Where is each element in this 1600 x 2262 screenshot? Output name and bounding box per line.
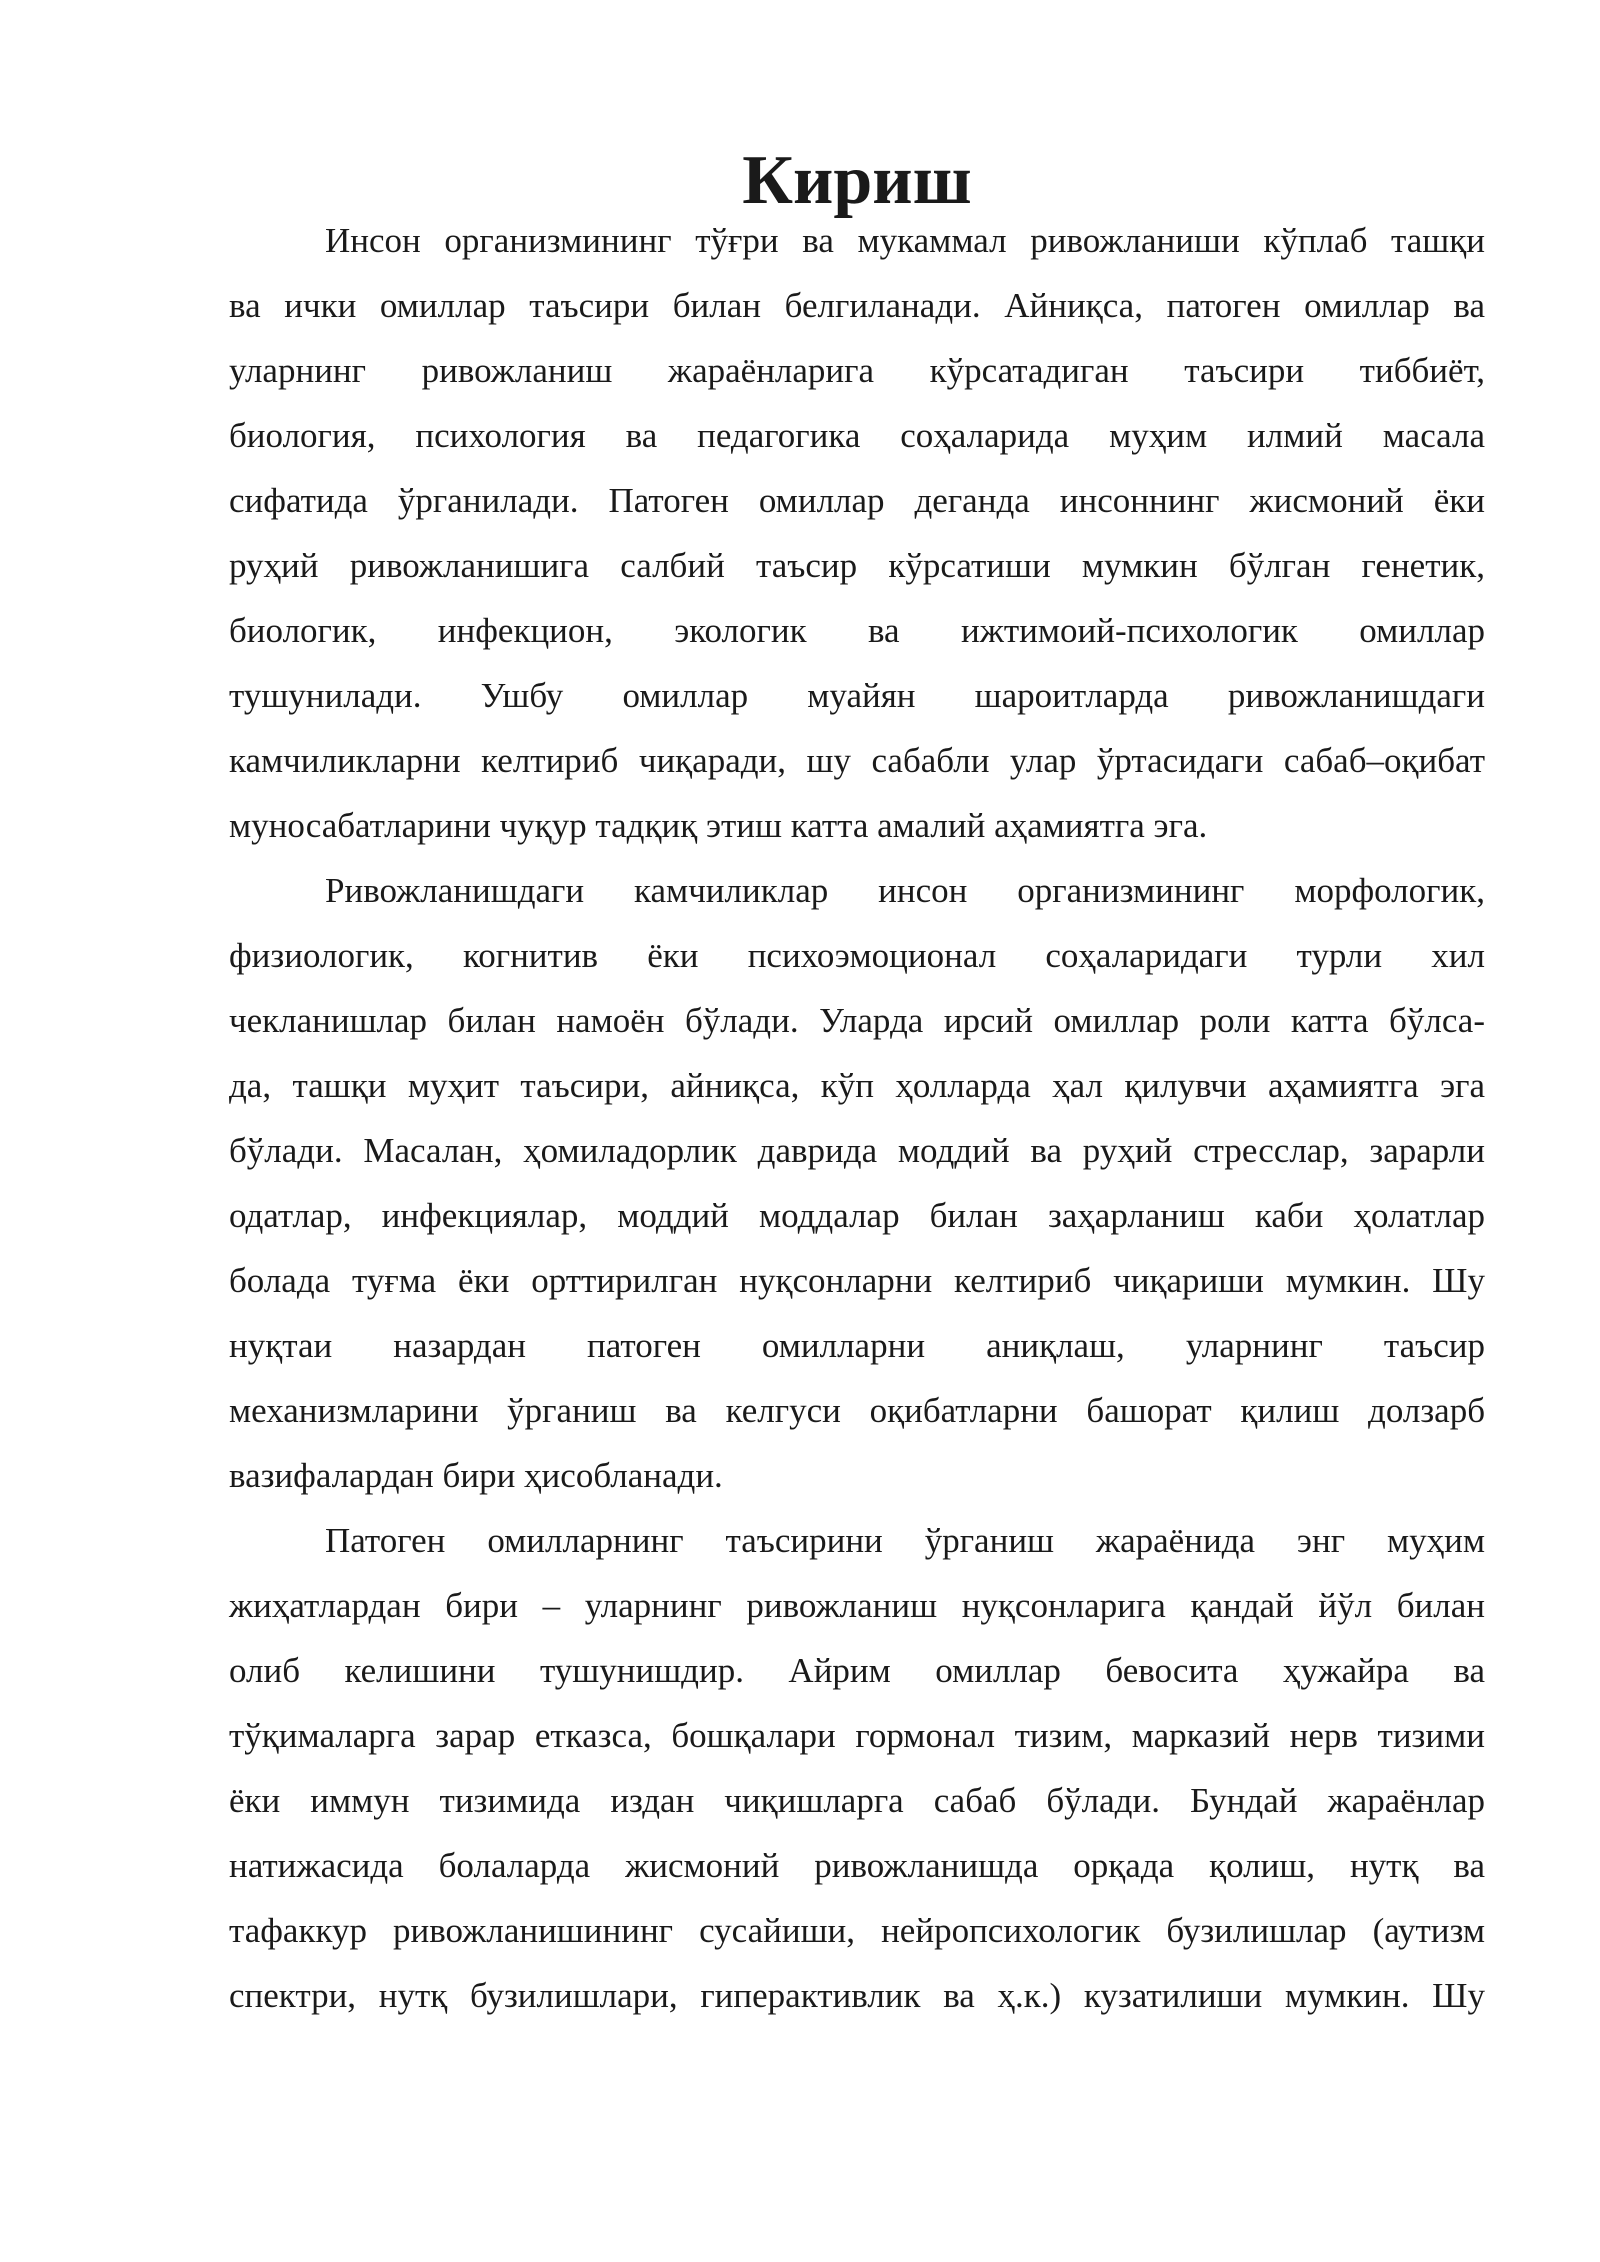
text-line: болада туғма ёки орттирилган нуқсонларни келтириб чиқариши мумкин. Шу <box>229 1261 1485 1300</box>
text-line: биология, психология ва педагогика соҳаларида муҳим илмий масала <box>229 416 1485 455</box>
document-title: Кириш <box>742 142 972 219</box>
paragraph-3 <box>229 1508 1485 2028</box>
text-line: тўқималарга зарар етказса, бошқалари гормонал тизим, марказий нерв тизими <box>229 1716 1485 1755</box>
text-line: ёки иммун тизимида издан чиқишларга сабаб бўлади. Бундай жараёнлар <box>229 1781 1485 1820</box>
paragraph-2 <box>229 858 1485 1508</box>
text-line: Инсон организмининг тўғри ва мукаммал ривожланиши кўплаб ташқи <box>325 221 1485 260</box>
text-line: одатлар, инфекциялар, моддий моддалар билан заҳарланиш каби ҳолатлар <box>229 1196 1485 1235</box>
text-line: физиологик, когнитив ёки психоэмоционал соҳаларидаги турли хил <box>229 936 1485 975</box>
text-line: тафаккур ривожланишининг сусайиши, нейропсихологик бузилишлар (аутизм <box>229 1911 1485 1950</box>
paragraph-1 <box>229 208 1485 858</box>
text-line: сифатида ўрганилади. Патоген омиллар деганда инсоннинг жисмоний ёки <box>229 481 1485 520</box>
text-line: Ривожланишдаги камчиликлар инсон организмининг морфологик, <box>325 871 1485 910</box>
text-line: Патоген омилларнинг таъсирини ўрганиш жараёнида энг муҳим <box>325 1521 1485 1560</box>
text-line: муносабатларини чуқур тадқиқ этиш катта амалий аҳамиятга эга. <box>229 806 1208 845</box>
document-body <box>229 142 1485 2028</box>
text-line: нуқтаи назардан патоген омилларни аниқлаш, уларнинг таъсир <box>229 1326 1485 1365</box>
text-line: жиҳатлардан бири – уларнинг ривожланиш нуқсонларига қандай йўл билан <box>229 1586 1485 1625</box>
text-line: бўлади. Масалан, ҳомиладорлик даврида моддий ва руҳий стресслар, зарарли <box>229 1131 1485 1170</box>
text-line: вазифалардан бири ҳисобланади. <box>229 1456 723 1495</box>
text-line: камчиликларни келтириб чиқаради, шу сабабли улар ўртасидаги сабаб–оқибат <box>229 741 1485 780</box>
text-line: чекланишлар билан намоён бўлади. Уларда ирсий омиллар роли катта бўлса- <box>229 1001 1485 1040</box>
text-line: тушунилади. Ушбу омиллар муайян шароитларда ривожланишдаги <box>229 676 1485 715</box>
text-line: натижасида болаларда жисмоний ривожланишда орқада қолиш, нутқ ва <box>229 1846 1485 1885</box>
text-line: ва ички омиллар таъсири билан белгиланади. Айниқса, патоген омиллар ва <box>229 286 1485 325</box>
text-line: руҳий ривожланишига салбий таъсир кўрсатиши мумкин бўлган генетик, <box>229 546 1485 585</box>
text-line: уларнинг ривожланиш жараёнларига кўрсатадиган таъсири тиббиёт, <box>229 351 1485 390</box>
text-line: олиб келишини тушунишдир. Айрим омиллар бевосита ҳужайра ва <box>229 1651 1485 1690</box>
text-line: да, ташқи муҳит таъсири, айниқса, кўп ҳолларда ҳал қилувчи аҳамиятга эга <box>229 1066 1485 1105</box>
text-line: биологик, инфекцион, экологик ва ижтимоий-психологик омиллар <box>229 611 1485 650</box>
text-line: спектри, нутқ бузилишлари, гиперактивлик ва ҳ.к.) кузатилиши мумкин. Шу <box>229 1976 1485 2015</box>
text-line: механизмларини ўрганиш ва келгуси оқибатларни башорат қилиш долзарб <box>229 1391 1485 1430</box>
